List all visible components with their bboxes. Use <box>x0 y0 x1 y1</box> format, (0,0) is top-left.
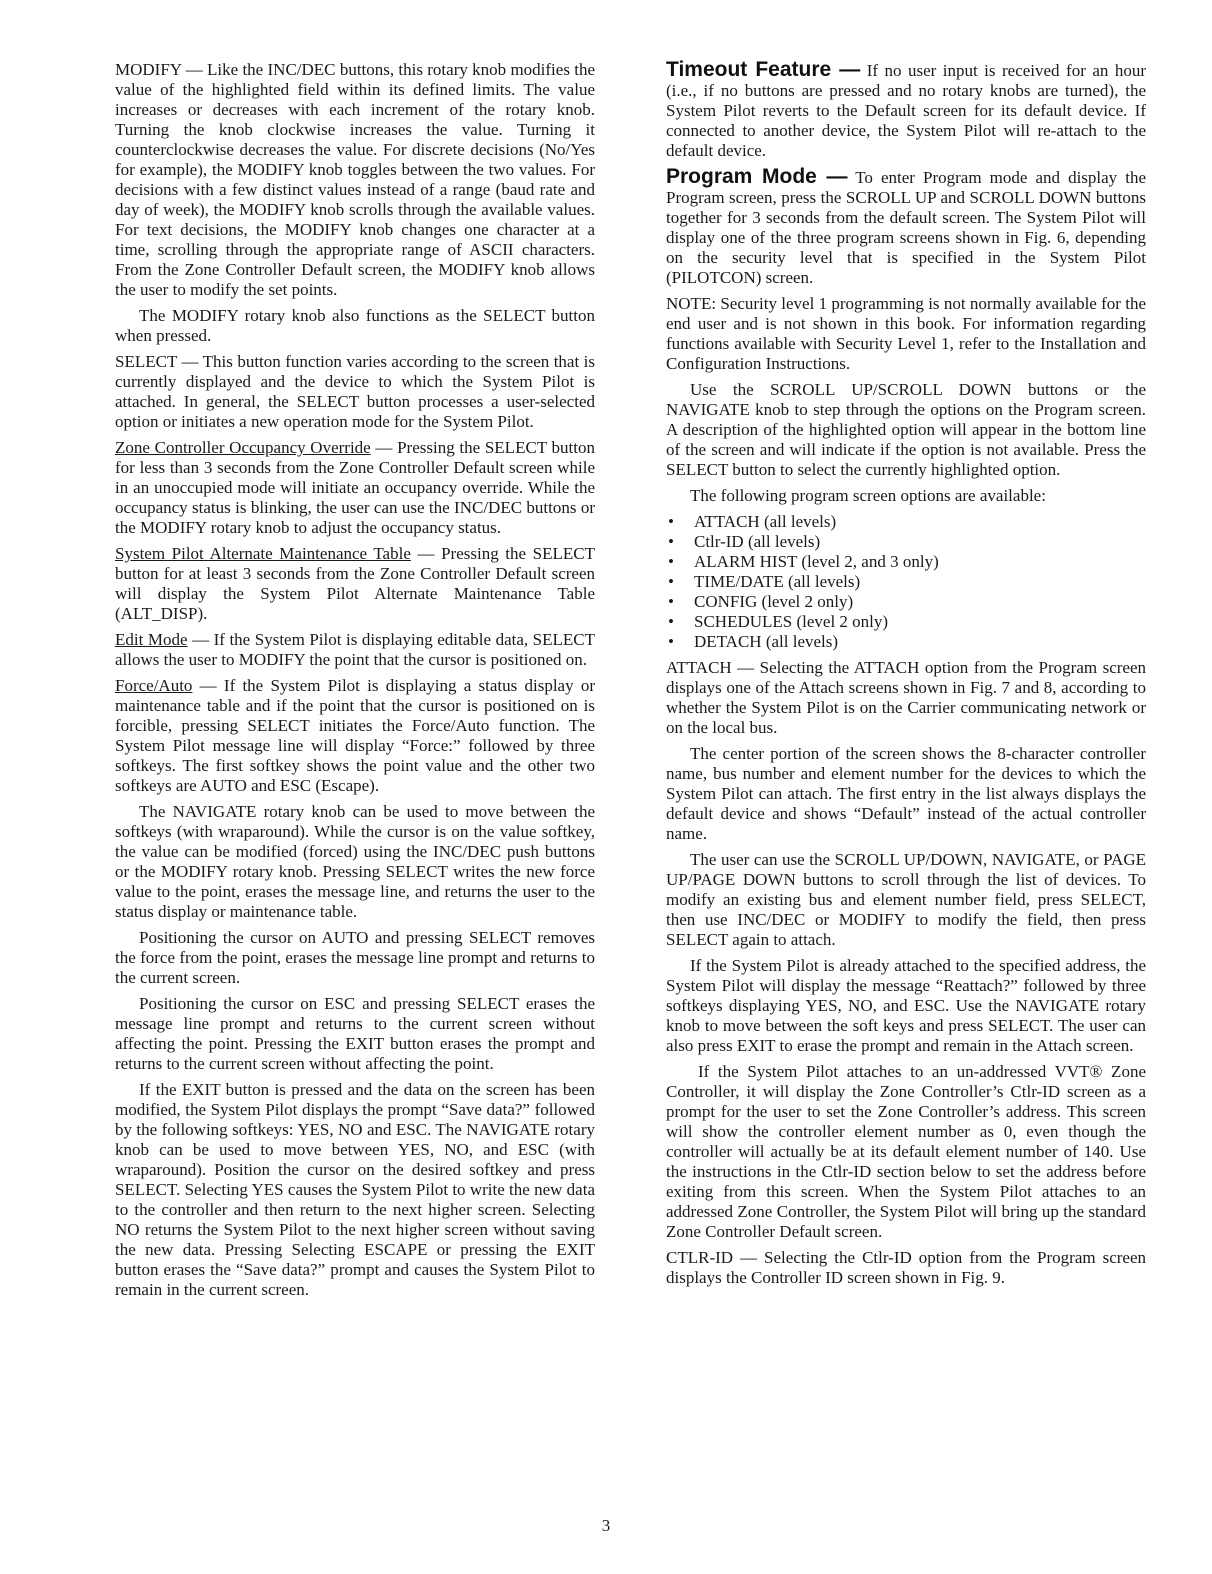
force-auto-paragraph <box>115 676 595 796</box>
timeout-heading: Timeout Feature — <box>666 58 861 81</box>
list-item: • DETACH (all levels) <box>666 632 1146 652</box>
force-auto-heading: Force/Auto <box>115 676 193 695</box>
user-scroll-paragraph: The user can use the SCROLL UP/DOWN, NAVIGATE, or PAGE UP/PAGE DOWN buttons to scroll through the list of devices. To modify an existing bus and element number field, press SELECT, then use INC/DEC or MODIFY to modify the field, then press SELECT again to attach. <box>666 850 1146 949</box>
zone-override-paragraph <box>115 438 595 538</box>
exit-paragraph: If the EXIT button is pressed and the data on the screen has been modified, the System Pilot displays the prompt “Save data?” followed by the following softkeys: YES, NO and ESC. The NAVIGATE rotary knob can be used to move between YES, NO, and ESC (with wraparound). Position the cursor on the desired softkey and press SELECT. Selecting YES causes the System Pilot to write the new data to the controller and then return to the next higher screen. Selecting NO returns the System Pilot to the next higher screen without saving the new data. Pressing Selecting ESCAPE or pressing the EXIT button erases the “Save data?” prompt and causes the System Pilot to remain in the current screen. <box>115 1080 595 1299</box>
list-item: • SCHEDULES (level 2 only) <box>666 612 1146 632</box>
page-number: 3 <box>601 1516 611 1535</box>
use-scroll-paragraph: Use the SCROLL UP/SCROLL DOWN buttons or the NAVIGATE knob to step through the options on the Program screen. A description of the highlighted option will appear in the bottom line of the screen and will indicate if the option is not available. Press the SELECT button to select the currently highlighted option. <box>666 380 1146 479</box>
right-column <box>666 60 1146 1294</box>
options-intro: The following program screen options are available: <box>690 486 1046 505</box>
select-paragraph: SELECT — This button function varies according to the screen that is currently displayed and the device to which the System Pilot is attached. In general, the SELECT button processes a user-selected option or initiates a new operation mode for the System Pilot. <box>115 352 595 431</box>
navigate-paragraph: The NAVIGATE rotary knob can be used to move between the softkeys (with wraparound). While the cursor is on the value softkey, the value can be modified (forced) using the INC/DEC push buttons or the MODIFY rotary knob. Pressing SELECT writes the new force value to the point, erases the message line, and returns the user to the status display or maintenance table. <box>115 802 595 921</box>
program-mode-text: To enter Program mode and display the Program screen, press the SCROLL UP and SCROLL DOWN buttons together for 3 seconds from the default screen. The System Pilot will display one of the three program screens shown in Fig. 6, depending on the security level that is specified in the System Pilot (PILOTCON) screen. <box>666 168 1146 287</box>
attach-paragraph: ATTACH — Selecting the ATTACH option from the Program screen displays one of the Attach screens shown in Fig. 7 and 8, according to whether the System Pilot is on the Carrier communicating network or on the local bus. <box>666 658 1146 737</box>
center-portion-paragraph: The center portion of the screen shows the 8-character controller name, bus number and element number for the devices to which the System Pilot can attach. The first entry in the list always displays the default device and shows “Default” instead of the actual controller name. <box>666 744 1146 843</box>
reattach-paragraph: If the System Pilot is already attached to the specified address, the System Pilot will display the message “Reattach?” followed by three softkeys displaying YES, NO, and ESC. Use the NAVIGATE rotary knob to move between the soft keys and press SELECT. The user can also press EXIT to erase the prompt and remain in the Attach screen. <box>666 956 1146 1055</box>
alt-maint-paragraph <box>115 544 595 624</box>
modify-select-paragraph: The MODIFY rotary knob also functions as the SELECT button when pressed. <box>115 306 595 345</box>
program-options-list <box>666 512 1146 652</box>
list-item: • Ctlr-ID (all levels) <box>666 532 1146 552</box>
left-column <box>115 60 595 1306</box>
program-mode-heading: Program Mode — <box>666 165 848 188</box>
alt-maint-heading: System Pilot Alternate Maintenance Table <box>115 544 411 563</box>
edit-mode-heading: Edit Mode <box>115 630 188 649</box>
edit-mode-text: — If the System Pilot is displaying editable data, SELECT allows the user to MODIFY the point that the cursor is positioned on. <box>115 630 595 669</box>
force-auto-text: — If the System Pilot is displaying a status display or maintenance table and if the point that the cursor is positioned on is forcible, pressing SELECT initiates the Force/Auto function. The System Pilot message line will display “Force:” followed by three softkeys. The first softkey shows the point value and the other two softkeys are AUTO and ESC (Escape). <box>115 676 595 795</box>
list-item: • CONFIG (level 2 only) <box>666 592 1146 612</box>
auto-paragraph: Positioning the cursor on AUTO and pressing SELECT removes the force from the point, erases the message line prompt and returns to the current screen. <box>115 928 595 987</box>
timeout-paragraph <box>666 60 1146 161</box>
list-item: • ALARM HIST (level 2, and 3 only) <box>666 552 1146 572</box>
note-paragraph: NOTE: Security level 1 programming is not normally available for the end user and is not shown in this book. For information regarding functions available with Security Level 1, refer to the Installation and Configuration Instructions. <box>666 294 1146 373</box>
alt-maint-text: — Pressing the SELECT button for at least 3 seconds from the Zone Controller Default screen will display the System Pilot Alternate Maintenance Table (ALT_DISP). <box>115 544 595 623</box>
list-item: • ATTACH (all levels) <box>666 512 1146 532</box>
ctlr-id-paragraph: CTLR-ID — Selecting the Ctlr-ID option from the Program screen displays the Controller ID screen shown in Fig. 9. <box>666 1248 1146 1287</box>
program-mode-paragraph <box>666 167 1146 288</box>
timeout-text: If no user input is received for an hour (i.e., if no buttons are pressed and no rotary knobs are turned), the System Pilot reverts to the Default screen for its default device. If connected to another device, the System Pilot will re-attach to the default device. <box>666 61 1146 160</box>
esc-paragraph: Positioning the cursor on ESC and pressing SELECT erases the message line prompt and returns to the current screen without affecting the point. Pressing the EXIT button erases the prompt and returns to the current screen without affecting the point. <box>115 994 595 1073</box>
zone-override-text: — Pressing the SELECT button for less than 3 seconds from the Zone Controller Default screen while in an unoccupied mode will initiate an occupancy override. While the occupancy status is blinking, the user can use the INC/DEC buttons or the MODIFY rotary knob to adjust the occupancy status. <box>115 438 595 537</box>
edit-mode-paragraph <box>115 630 595 670</box>
modify-paragraph: MODIFY — Like the INC/DEC buttons, this rotary knob modifies the value of the highlighted field within its defined limits. The value increases or decreases with each increment of the rotary knob. Turning the knob clockwise increases the value. Turning it counterclockwise decreases the value. For discrete decisions (No/Yes for example), the MODIFY knob toggles between the two values. For decisions with a few distinct values instead of a range (baud rate and day of week), the MODIFY knob scrolls through the available values. For text decisions, the MODIFY knob changes one character at a time, scrolling through the appropriate range of ASCII characters. From the Zone Controller Default screen, the MODIFY knob allows the user to modify the set points. <box>115 60 595 299</box>
list-item: • TIME/DATE (all levels) <box>666 572 1146 592</box>
zone-override-heading: Zone Controller Occupancy Override <box>115 438 371 457</box>
unaddressed-paragraph: If the System Pilot attaches to an un-addressed VVT® Zone Controller, it will display the Zone Controller’s Ctlr-ID screen as a prompt for the user to set the Zone Controller’s address. This screen will show the controller element number as 0, even though the controller will actually be at its default element number of 140. Use the instructions in the Ctlr-ID section below to set the address before exiting from this screen. When the System Pilot attaches to an addressed Zone Controller, the System Pilot will bring up the standard Zone Controller Default screen. <box>666 1062 1146 1241</box>
